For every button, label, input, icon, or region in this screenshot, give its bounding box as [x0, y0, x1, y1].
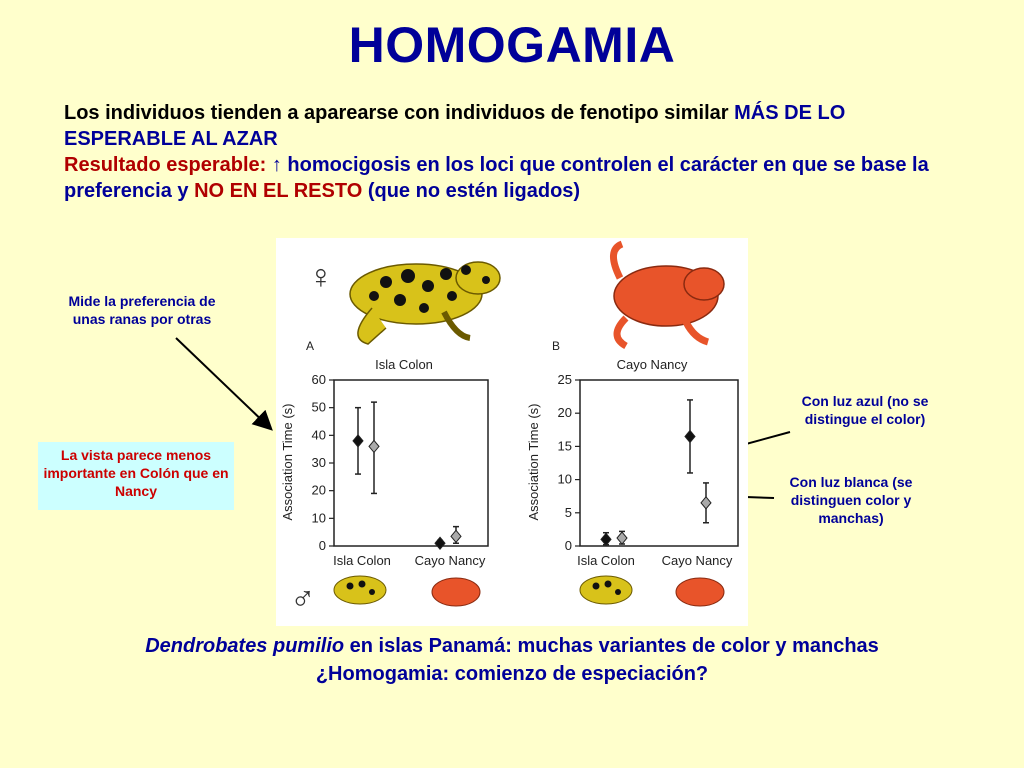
white-light-note: Con luz blanca (se distinguen color y manchas)	[789, 474, 913, 526]
result-text: ↑ homocigosis en los loci que controlen el carácter en que se base la preferencia y	[64, 154, 929, 202]
red-frog-illustration	[613, 244, 724, 346]
intro-definition: Los individuos tienden a aparearse con individuos de fenotipo similar	[64, 102, 729, 124]
species-name: Dendrobates pumilio	[145, 635, 345, 657]
panel-1-ytick-label: 20	[557, 405, 572, 421]
panel-a-letter: A	[306, 339, 315, 353]
male-symbol: ♂	[290, 580, 316, 618]
plots-layer	[312, 372, 738, 553]
panel-0-ytick-label: 0	[318, 538, 326, 553]
panel-0-frame	[334, 380, 488, 546]
data-point-diamond	[617, 532, 627, 544]
arrow-to-chart-a	[176, 338, 270, 428]
result-label: Resultado esperable:	[64, 154, 267, 176]
data-point-diamond	[451, 530, 461, 542]
yellow-frog-illustration	[350, 262, 500, 344]
vision-note-box: La vista parece menos importante en Colón que en Nancy	[38, 442, 234, 510]
page-title: HOMOGAMIA	[348, 17, 676, 73]
panel-a-cat2: Cayo Nancy	[414, 553, 486, 568]
panel-1-ytick-label: 5	[564, 504, 572, 520]
panel-1-ytick-label: 0	[564, 538, 572, 553]
result-tail: (que no estén ligados)	[367, 180, 581, 202]
figure-svg	[276, 238, 748, 626]
panel-b-title: Cayo Nancy	[616, 357, 688, 372]
panel-a-title: Isla Colon	[375, 357, 433, 372]
panel-0-ytick-label: 50	[311, 399, 326, 415]
intro-emphasis: MÁS DE LO ESPERABLE AL AZAR	[64, 102, 846, 150]
data-point-diamond	[353, 435, 363, 447]
blue-light-note: Con luz azul (no se distingue el color)	[801, 393, 929, 427]
panel-a-cat1: Isla Colon	[333, 553, 391, 568]
panel-1-ytick-label: 15	[557, 438, 572, 454]
result-caps: NO EN EL RESTO	[194, 180, 363, 202]
caption-line-1-rest: en islas Panamá: muchas variantes de color y manchas	[349, 635, 879, 657]
panel-0-ytick-label: 60	[311, 372, 326, 387]
caption-line-1	[0, 632, 1024, 660]
caption-line-2: ¿Homogamia: comienzo de especiación?	[315, 663, 709, 685]
caption	[0, 632, 1024, 688]
data-point-diamond	[701, 497, 711, 509]
panel-a-ylabel: Association Time (s)	[280, 403, 295, 521]
panel-0-ytick-label: 40	[311, 427, 326, 443]
panel-1-frame	[580, 380, 738, 546]
panel-1-ytick-label: 10	[557, 471, 572, 487]
panel-0-ytick-label: 30	[311, 455, 326, 470]
panel-b-cat1: Isla Colon	[577, 553, 635, 568]
panel-0-ytick-label: 10	[311, 510, 326, 526]
data-point-diamond	[369, 440, 379, 452]
preference-note: Mide la preferencia de unas ranas por otras	[68, 293, 216, 327]
data-point-diamond	[685, 430, 695, 442]
female-symbol: ♀	[308, 258, 334, 296]
panel-b-letter: B	[552, 339, 561, 353]
data-point-diamond	[435, 537, 445, 549]
panel-b-ylabel: Association Time (s)	[526, 403, 541, 521]
frog-figure	[276, 238, 748, 626]
panel-1-ytick-label: 25	[557, 372, 572, 387]
panel-b-cat2: Cayo Nancy	[661, 553, 733, 568]
frog-thumbnails	[334, 576, 724, 606]
panel-0-ytick-label: 20	[311, 482, 326, 498]
data-point-diamond	[601, 533, 611, 545]
